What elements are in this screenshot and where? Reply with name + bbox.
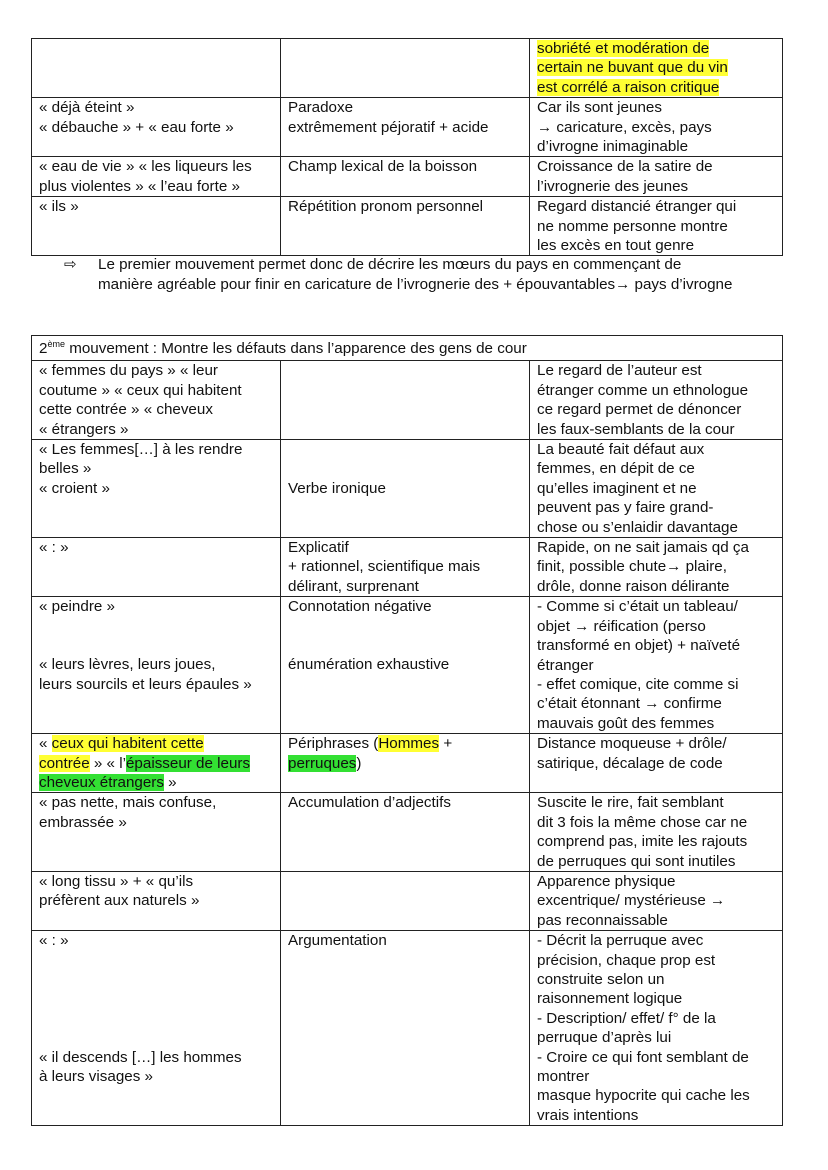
quote-cell: « ceux qui habitent cette contrée » « l’épaisseur de leurs cheveux étrangers »	[32, 734, 281, 793]
highlighted-text: cheveux étrangers	[39, 773, 164, 791]
highlighted-text: ceux qui habitent cette	[51, 735, 204, 753]
interpretation-cell	[530, 197, 783, 256]
quote-cell: « Les femmes[…] à les rendre belles » « croient »	[32, 440, 281, 538]
cell-text: « eau de vie » « les liqueurs les	[39, 158, 252, 176]
cell-text: les excès en tout genre	[537, 237, 695, 255]
highlighted-text: contrée	[39, 754, 90, 772]
table-row	[32, 361, 783, 440]
cell-text: extrêmement péjoratif + acide	[288, 118, 489, 136]
interpretation-cell	[530, 98, 783, 157]
cell-text: Répétition pronom personnel	[288, 198, 484, 216]
device-cell: Accumulation d’adjectifs	[281, 793, 530, 872]
highlighted-text: perruques	[288, 754, 357, 772]
table-row	[32, 39, 783, 98]
interpretation-cell: Suscite le rire, fait semblant dit 3 fois la même chose car ne comprend pas, imite les rajouts de perruques qui sont inutiles	[530, 793, 783, 872]
conclusion-note	[64, 255, 804, 295]
highlighted-text: est corrélé a raison critique	[537, 78, 720, 96]
table-row	[32, 734, 783, 793]
quote-cell	[32, 157, 281, 197]
quote-cell	[32, 39, 281, 98]
analysis-table-first-movement	[31, 38, 783, 256]
table-row	[32, 931, 783, 1126]
cell-text: Paradoxe	[288, 99, 354, 117]
table-row	[32, 98, 783, 157]
table-row	[32, 440, 783, 538]
cell-text: Croissance de la satire de	[537, 158, 713, 176]
cell-text: Car ils sont jeunes	[537, 99, 662, 117]
table-row	[32, 793, 783, 872]
table-row	[32, 538, 783, 597]
quote-cell: « femmes du pays » « leur coutume » « ceux qui habitent cette contrée » « cheveux « étrangers »	[32, 361, 281, 440]
quote-cell: « : »	[32, 538, 281, 597]
note-line: manière agréable pour finir en caricature de l’ivrognerie des + épouvantables→ pays d’ivrogne	[98, 276, 733, 293]
cell-text: « débauche » + « eau forte »	[39, 118, 234, 136]
highlighted-text: Hommes	[378, 735, 440, 753]
cell-text: « ils »	[39, 198, 79, 216]
device-cell: Verbe ironique	[281, 440, 530, 538]
interpretation-cell: Apparence physique excentrique/ mystérieuse → pas reconnaissable	[530, 871, 783, 930]
interpretation-cell: Rapide, on ne sait jamais qd ça finit, possible chute→ plaire, drôle, donne raison délirante	[530, 538, 783, 597]
device-cell	[281, 98, 530, 157]
device-cell	[281, 361, 530, 440]
interpretation-cell: La beauté fait défaut aux femmes, en dépit de ce qu’elles imaginent et ne peuvent pas y faire grand- chose ou s’enlaidir davantage	[530, 440, 783, 538]
interpretation-cell: Le regard de l’auteur est étranger comme un ethnologue ce regard permet de dénoncer les faux-semblants de la cour	[530, 361, 783, 440]
section-heading: 2ème mouvement : Montre les défauts dans l’apparence des gens de cour	[32, 336, 783, 361]
table-header-row	[32, 336, 783, 361]
table-row	[32, 157, 783, 197]
cell-text: → caricature, excès, pays	[537, 118, 712, 136]
device-cell: Explicatif + rationnel, scientifique mais délirant, surprenant	[281, 538, 530, 597]
analysis-table-second-movement	[31, 335, 783, 1126]
table-row	[32, 871, 783, 930]
quote-cell: « pas nette, mais confuse, embrassée »	[32, 793, 281, 872]
quote-cell	[32, 98, 281, 157]
note-line: Le premier mouvement permet donc de décrire les mœurs du pays en commençant de	[98, 256, 682, 273]
interpretation-cell: - Comme si c’était un tableau/ objet → réification (perso transformé en objet) + naïveté étranger - effet comique, cite comme si c’était étonnant → confirme mauvais goût des femmes	[530, 597, 783, 734]
interpretation-cell	[530, 39, 783, 98]
device-cell: Périphrases (Hommes + perruques)	[281, 734, 530, 793]
interpretation-cell: Distance moqueuse + drôle/ satirique, décalage de code	[530, 734, 783, 793]
interpretation-cell: - Décrit la perruque avec précision, chaque prop est construite selon un raisonnement logique - Description/ effet/ f° de la perruque d’après lui - Croire ce qui font semblant de montrer masque hypocrite qui cache les vrais intentions	[530, 931, 783, 1126]
cell-text: Champ lexical de la boisson	[288, 158, 478, 176]
cell-text: ne nomme personne montre	[537, 217, 728, 235]
quote-cell: « : » « il descends […] les hommes à leurs visages »	[32, 931, 281, 1126]
device-cell	[281, 197, 530, 256]
arrow-right-icon: ⇨	[64, 256, 77, 273]
table-row	[32, 197, 783, 256]
interpretation-cell	[530, 157, 783, 197]
device-cell: Argumentation	[281, 931, 530, 1126]
cell-text: d’ivrogne inimaginable	[537, 138, 689, 156]
quote-cell	[32, 197, 281, 256]
highlighted-text: épaisseur de leurs	[125, 754, 251, 772]
device-cell: Connotation négative énumération exhaustive	[281, 597, 530, 734]
device-cell	[281, 871, 530, 930]
highlighted-text: certain ne buvant que du vin	[537, 59, 728, 77]
highlighted-text: sobriété et modération de	[537, 40, 710, 57]
device-cell	[281, 157, 530, 197]
cell-text: l’ivrognerie des jeunes	[537, 177, 689, 195]
table-row	[32, 597, 783, 734]
quote-cell: « peindre » « leurs lèvres, leurs joues, leurs sourcils et leurs épaules »	[32, 597, 281, 734]
quote-cell: « long tissu » + « qu’ils préfèrent aux naturels »	[32, 871, 281, 930]
cell-text: plus violentes » « l’eau forte »	[39, 177, 240, 195]
cell-text: « déjà éteint »	[39, 99, 135, 117]
device-cell	[281, 39, 530, 98]
cell-text: Regard distancié étranger qui	[537, 198, 737, 216]
